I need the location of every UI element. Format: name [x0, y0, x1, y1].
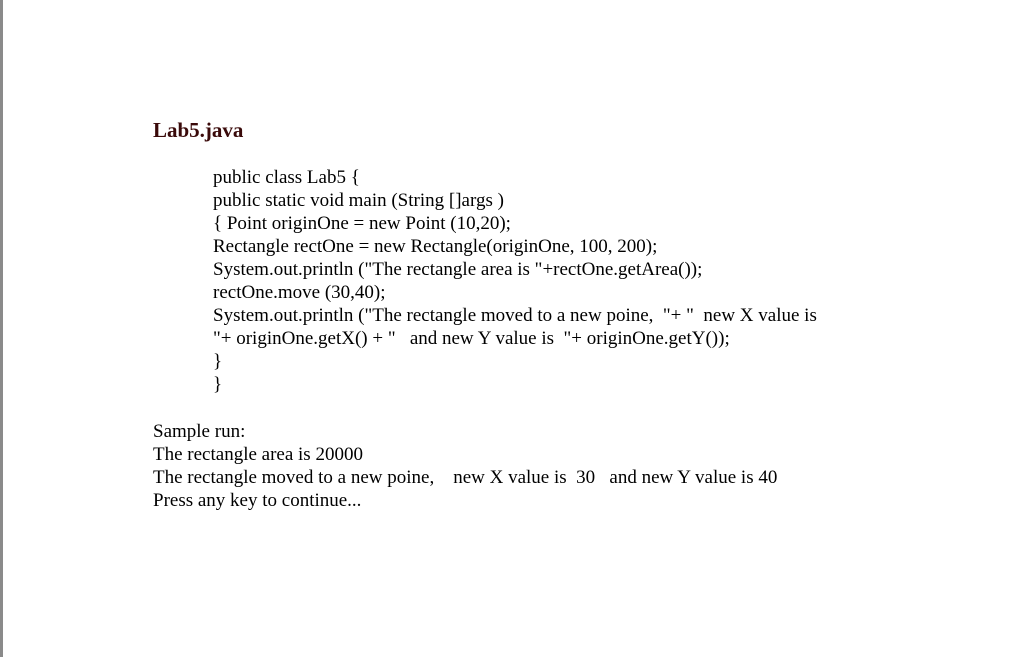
code-line: System.out.println ("The rectangle moved to a new poine, "+ " new X value is	[213, 305, 817, 326]
code-block	[213, 166, 817, 396]
output-line: The rectangle area is 20000	[153, 444, 363, 465]
code-line: }	[213, 374, 223, 395]
output-line: The rectangle moved to a new poine, new X value is 30 and new Y value is 40	[153, 467, 778, 488]
code-line: Rectangle rectOne = new Rectangle(originOne, 100, 200);	[213, 236, 658, 257]
sample-run-block	[153, 420, 777, 512]
code-line: }	[213, 351, 223, 372]
code-line: "+ originOne.getX() + " and new Y value is "+ originOne.getY());	[213, 328, 730, 349]
sample-run-label: Sample run:	[153, 421, 246, 442]
code-line: public static void main (String []args )	[213, 190, 504, 211]
document-title: Lab5.java	[153, 118, 244, 142]
code-line: rectOne.move (30,40);	[213, 282, 386, 303]
code-line: System.out.println ("The rectangle area is "+rectOne.getArea());	[213, 259, 703, 280]
output-line: Press any key to continue...	[153, 490, 362, 511]
code-line: { Point originOne = new Point (10,20);	[213, 213, 511, 234]
code-line: public class Lab5 {	[213, 167, 360, 188]
